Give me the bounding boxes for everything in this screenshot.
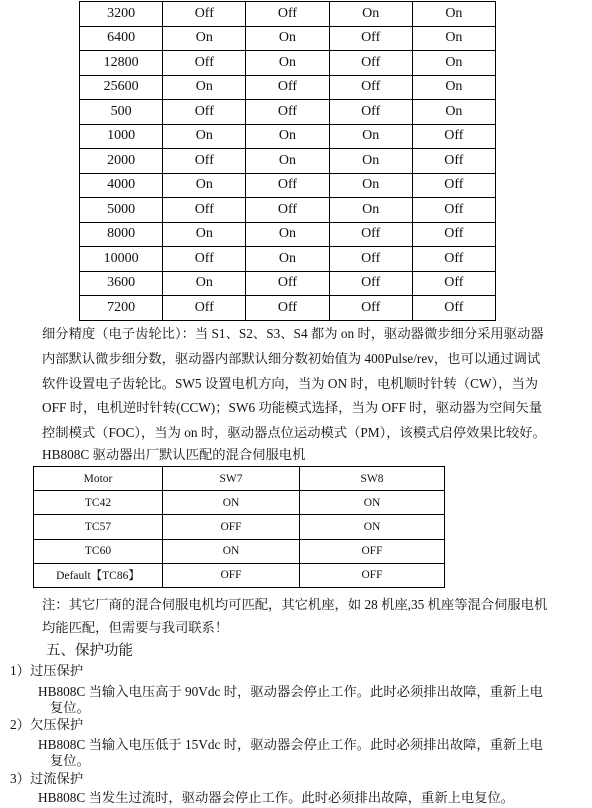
switch-state-cell: OFF: [163, 563, 300, 587]
switch-state-cell: Off: [329, 26, 412, 51]
protection-text: 复位。: [50, 753, 90, 768]
switch-state-cell: Off: [412, 271, 495, 296]
switch-state-cell: Off: [246, 173, 329, 198]
switch-state-cell: Off: [329, 296, 412, 321]
switch-state-cell: Off: [412, 247, 495, 272]
switch-state-cell: Off: [412, 124, 495, 149]
switch-state-cell: On: [412, 100, 495, 125]
motor-model-cell: TC42: [34, 491, 163, 515]
switch-state-cell: OFF: [300, 563, 445, 587]
subdivision-value-cell: 12800: [80, 51, 163, 76]
switch-state-cell: On: [246, 124, 329, 149]
note-line: 均能匹配，但需要与我司联系！: [42, 620, 229, 635]
table-row: [34, 515, 445, 539]
table-row: [34, 539, 445, 563]
paragraph-line: 细分精度（电子齿轮比）：当 S1、S2、S3、S4 都为 on 时，驱动器微步细分采用驱动器: [42, 326, 544, 341]
subdivision-value-cell: 3200: [80, 2, 163, 27]
table-row: [80, 271, 496, 296]
switch-state-cell: Off: [329, 271, 412, 296]
table-row: [80, 198, 496, 223]
switch-state-cell: Off: [163, 247, 246, 272]
switch-state-cell: Off: [329, 51, 412, 76]
subdivision-value-cell: 5000: [80, 198, 163, 223]
switch-state-cell: Off: [412, 173, 495, 198]
protection-text: 复位。: [50, 700, 90, 715]
switch-state-cell: On: [329, 149, 412, 174]
subdivision-value-cell: 4000: [80, 173, 163, 198]
switch-state-cell: On: [329, 124, 412, 149]
protection-text: HB808C 当输入电压低于 15Vdc 时，驱动器会停止工作。此时必须排出故障，重新上电: [38, 737, 543, 752]
switch-state-cell: Off: [246, 296, 329, 321]
subdivision-value-cell: 6400: [80, 26, 163, 51]
motor-model-cell: Default【TC86】: [34, 563, 163, 587]
motor-model-cell: TC60: [34, 539, 163, 563]
subdivision-table: [79, 1, 496, 321]
motor-model-cell: TC57: [34, 515, 163, 539]
motor-table-body: [34, 467, 445, 588]
table-row: [34, 563, 445, 587]
switch-state-cell: On: [246, 51, 329, 76]
switch-state-cell: ON: [163, 539, 300, 563]
table-row: [80, 247, 496, 272]
protection-title: 2）欠压保护: [10, 717, 84, 732]
switch-state-cell: Off: [329, 247, 412, 272]
switch-state-cell: On: [246, 149, 329, 174]
switch-state-cell: Off: [329, 75, 412, 100]
switch-state-cell: OFF: [163, 515, 300, 539]
switch-state-cell: Off: [163, 296, 246, 321]
switch-state-cell: On: [412, 75, 495, 100]
switch-state-cell: On: [163, 222, 246, 247]
subdivision-value-cell: 10000: [80, 247, 163, 272]
switch-state-cell: Off: [163, 198, 246, 223]
switch-state-cell: Off: [163, 100, 246, 125]
switch-state-cell: On: [163, 271, 246, 296]
table-row: [80, 124, 496, 149]
switch-state-cell: Off: [163, 149, 246, 174]
table-row: [80, 2, 496, 27]
switch-state-cell: On: [246, 26, 329, 51]
protection-title: 3）过流保护: [10, 771, 84, 786]
subdivision-value-cell: 500: [80, 100, 163, 125]
subdivision-value-cell: 8000: [80, 222, 163, 247]
subdivision-value-cell: 25600: [80, 75, 163, 100]
table-header-cell: SW7: [163, 467, 300, 491]
motor-table-caption: HB808C 驱动器出厂默认匹配的混合伺服电机: [42, 447, 306, 462]
table-row: [80, 26, 496, 51]
subdivision-value-cell: 7200: [80, 296, 163, 321]
note-line: 注：其它厂商的混合伺服电机均可匹配，其它机座，如 28 机座,35 机座等混合伺服电机: [42, 597, 548, 612]
table-header-cell: Motor: [34, 467, 163, 491]
switch-state-cell: Off: [329, 222, 412, 247]
switch-state-cell: ON: [300, 515, 445, 539]
table-row: [80, 149, 496, 174]
switch-state-cell: Off: [246, 198, 329, 223]
protection-text: HB808C 当输入电压高于 90Vdc 时，驱动器会停止工作。此时必须排出故障，重新上电: [38, 684, 543, 699]
switch-state-cell: Off: [412, 222, 495, 247]
switch-state-cell: On: [412, 2, 495, 27]
table-row: [80, 296, 496, 321]
protection-text: HB808C 当发生过流时，驱动器会停止工作。此时必须排出故障，重新上电复位。: [38, 790, 515, 805]
table-row: [80, 75, 496, 100]
switch-state-cell: Off: [246, 271, 329, 296]
switch-state-cell: On: [163, 124, 246, 149]
table-row: [80, 222, 496, 247]
switch-state-cell: Off: [329, 100, 412, 125]
paragraph-line: 内部默认微步细分数，驱动器内部默认细分数初始值为 400Pulse/rev，也可以通过调试: [42, 351, 541, 366]
paragraph-line: 控制模式（FOC），当为 on 时，驱动器点位运动模式（PM），该模式启停效果比较好。: [42, 425, 546, 440]
switch-state-cell: Off: [412, 149, 495, 174]
switch-state-cell: Off: [163, 51, 246, 76]
section-title: 五、保护功能: [46, 643, 133, 659]
switch-state-cell: On: [163, 75, 246, 100]
table-row: [80, 173, 496, 198]
table-row: [80, 51, 496, 76]
subdivision-table-body: [80, 2, 496, 321]
table-header-row: [34, 467, 445, 491]
switch-state-cell: Off: [412, 198, 495, 223]
table-header-cell: SW8: [300, 467, 445, 491]
switch-state-cell: On: [163, 26, 246, 51]
switch-state-cell: Off: [246, 100, 329, 125]
subdivision-value-cell: 3600: [80, 271, 163, 296]
switch-state-cell: On: [329, 2, 412, 27]
switch-state-cell: On: [329, 198, 412, 223]
switch-state-cell: On: [412, 26, 495, 51]
switch-state-cell: On: [163, 173, 246, 198]
switch-state-cell: On: [412, 51, 495, 76]
subdivision-value-cell: 2000: [80, 149, 163, 174]
paragraph-line: OFF 时，电机逆时针转(CCW)；SW6 功能模式选择，当为 OFF 时，驱动器为空间矢量: [42, 400, 543, 415]
motor-table: [33, 466, 445, 588]
table-row: [80, 100, 496, 125]
switch-state-cell: ON: [163, 491, 300, 515]
switch-state-cell: Off: [246, 75, 329, 100]
switch-state-cell: Off: [246, 2, 329, 27]
switch-state-cell: On: [246, 222, 329, 247]
table-row: [34, 491, 445, 515]
paragraph-line: 软件设置电子齿轮比。SW5 设置电机方向，当为 ON 时，电机顺时针转（CW），当为: [42, 376, 539, 391]
protection-title: 1）过压保护: [10, 663, 84, 678]
switch-state-cell: On: [246, 247, 329, 272]
switch-state-cell: On: [329, 173, 412, 198]
switch-state-cell: OFF: [300, 539, 445, 563]
switch-state-cell: Off: [163, 2, 246, 27]
switch-state-cell: ON: [300, 491, 445, 515]
subdivision-value-cell: 1000: [80, 124, 163, 149]
switch-state-cell: Off: [412, 296, 495, 321]
